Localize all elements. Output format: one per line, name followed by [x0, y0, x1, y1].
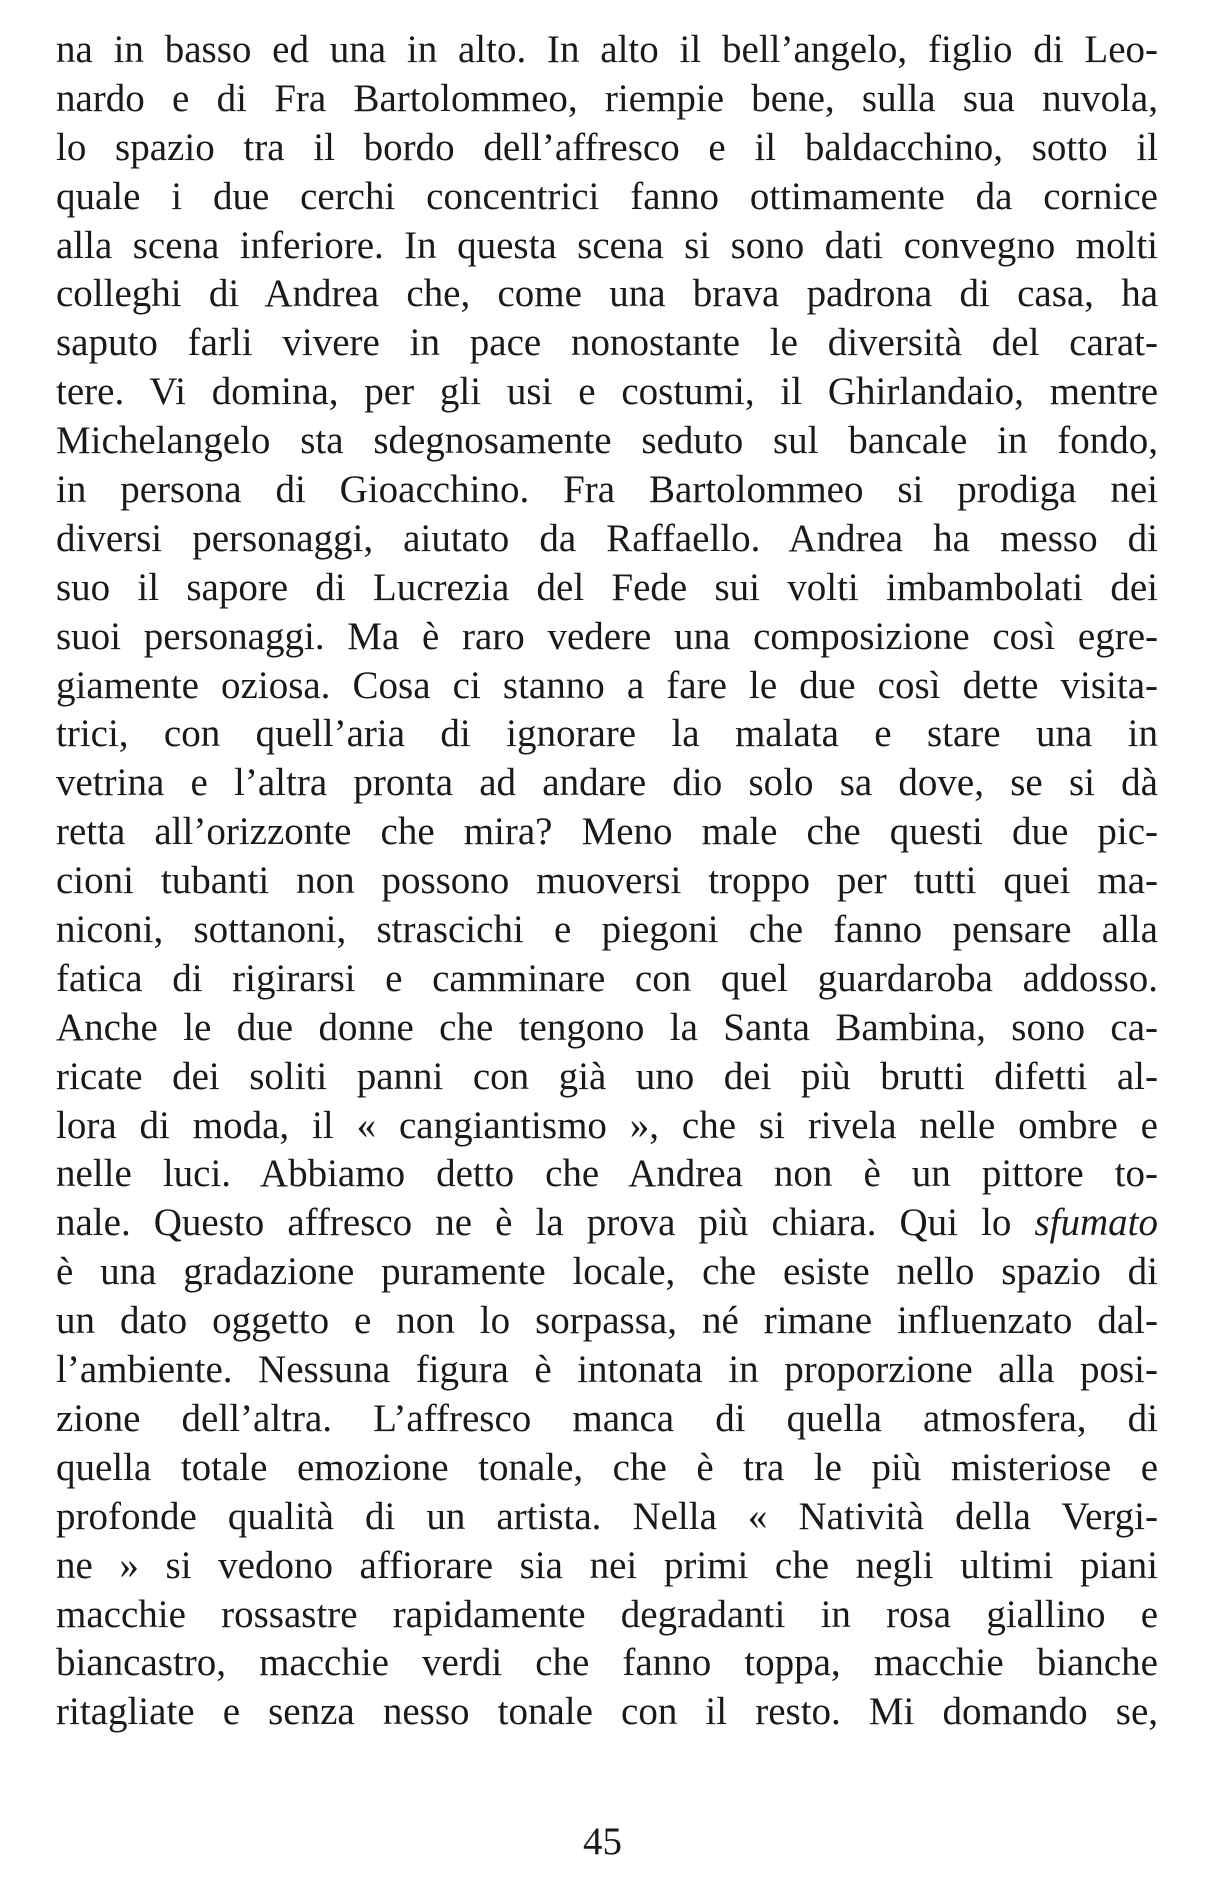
- text-line: na in basso ed una in alto. In alto il bell’angelo, figlio di Leo-: [56, 28, 1158, 71]
- text-line: saputo farli vivere in pace nonostante le diversità del carat-: [56, 321, 1158, 365]
- page-number: 45: [583, 1820, 622, 1863]
- text-line: è una gradazione puramente locale, che esiste nello spazio di: [56, 1250, 1158, 1294]
- text-line: quale i due cerchi concentrici fanno ottimamente da cornice: [56, 174, 1158, 218]
- body-text: [56, 26, 1158, 1737]
- text-line: lo spazio tra il bordo dell’affresco e il baldacchino, sotto il: [56, 125, 1158, 169]
- text-line: ritagliate e senza nesso tonale con il resto. Mi domando se,: [56, 1690, 1158, 1734]
- text-line: macchie rossastre rapidamente degradanti in rosa giallino e: [56, 1592, 1158, 1636]
- text-line: zione dell’altra. L’affresco manca di quella atmosfera, di: [56, 1396, 1158, 1440]
- text-segment: nale. Questo affresco ne è la prova più chiara. Qui lo: [56, 1201, 1012, 1245]
- text-line: suoi personaggi. Ma è raro vedere una composizione così egre-: [56, 614, 1158, 658]
- text-line: cioni tubanti non possono muoversi troppo per tutti quei ma-: [56, 859, 1158, 903]
- text-line: nelle luci. Abbiamo detto che Andrea non è un pittore to-: [56, 1152, 1158, 1196]
- text-line: Anche le due donne che tengono la Santa Bambina, sono ca-: [56, 1005, 1158, 1049]
- text-line: colleghi di Andrea che, come una brava padrona di casa, ha: [56, 272, 1158, 316]
- text-line-with-italic: [56, 1199, 1158, 1248]
- italic-term: sfumato: [1034, 1201, 1158, 1245]
- text-line: trici, con quell’aria di ignorare la malata e stare una in: [56, 712, 1158, 756]
- text-line: in persona di Gioacchino. Fra Bartolommeo si prodiga nei: [56, 468, 1158, 512]
- text-line: alla scena inferiore. In questa scena si sono dati convegno molti: [56, 223, 1158, 267]
- text-line: vetrina e l’altra pronta ad andare dio solo sa dove, se si dà: [56, 761, 1158, 805]
- text-line: un dato oggetto e non lo sorpassa, né rimane influenzato dal-: [56, 1299, 1158, 1343]
- text-line: Michelangelo sta sdegnosamente seduto sul bancale in fondo,: [56, 419, 1158, 463]
- text-line: ricate dei soliti panni con già uno dei più brutti difetti al-: [56, 1054, 1158, 1098]
- text-line: quella totale emozione tonale, che è tra le più misteriose e: [56, 1445, 1158, 1489]
- text-line: retta all’orizzonte che mira? Meno male che questi due pic-: [56, 810, 1158, 854]
- text-line: niconi, sottanoni, strascichi e piegoni che fanno pensare alla: [56, 908, 1158, 952]
- text-line: suo il sapore di Lucrezia del Fede sui volti imbambolati dei: [56, 565, 1158, 609]
- text-line: tere. Vi domina, per gli usi e costumi, il Ghirlandaio, mentre: [56, 370, 1158, 414]
- text-line: profonde qualità di un artista. Nella « Natività della Vergi-: [56, 1494, 1158, 1538]
- text-line: lora di moda, il « cangiantismo », che si rivela nelle ombre e: [56, 1103, 1158, 1147]
- text-line: biancastro, macchie verdi che fanno toppa, macchie bianche: [56, 1641, 1158, 1685]
- text-line: l’ambiente. Nessuna figura è intonata in proporzione alla posi-: [56, 1348, 1158, 1392]
- text-line: fatica di rigirarsi e camminare con quel guardaroba addosso.: [56, 956, 1158, 1000]
- text-line: diversi personaggi, aiutato da Raffaello. Andrea ha messo di: [56, 516, 1158, 560]
- text-line: giamente oziosa. Cosa ci stanno a fare le due così dette visita-: [56, 663, 1158, 707]
- text-line: ne » si vedono affiorare sia nei primi che negli ultimi piani: [56, 1543, 1158, 1587]
- text-line: nardo e di Fra Bartolommeo, riempie bene, sulla sua nuvola,: [56, 76, 1158, 120]
